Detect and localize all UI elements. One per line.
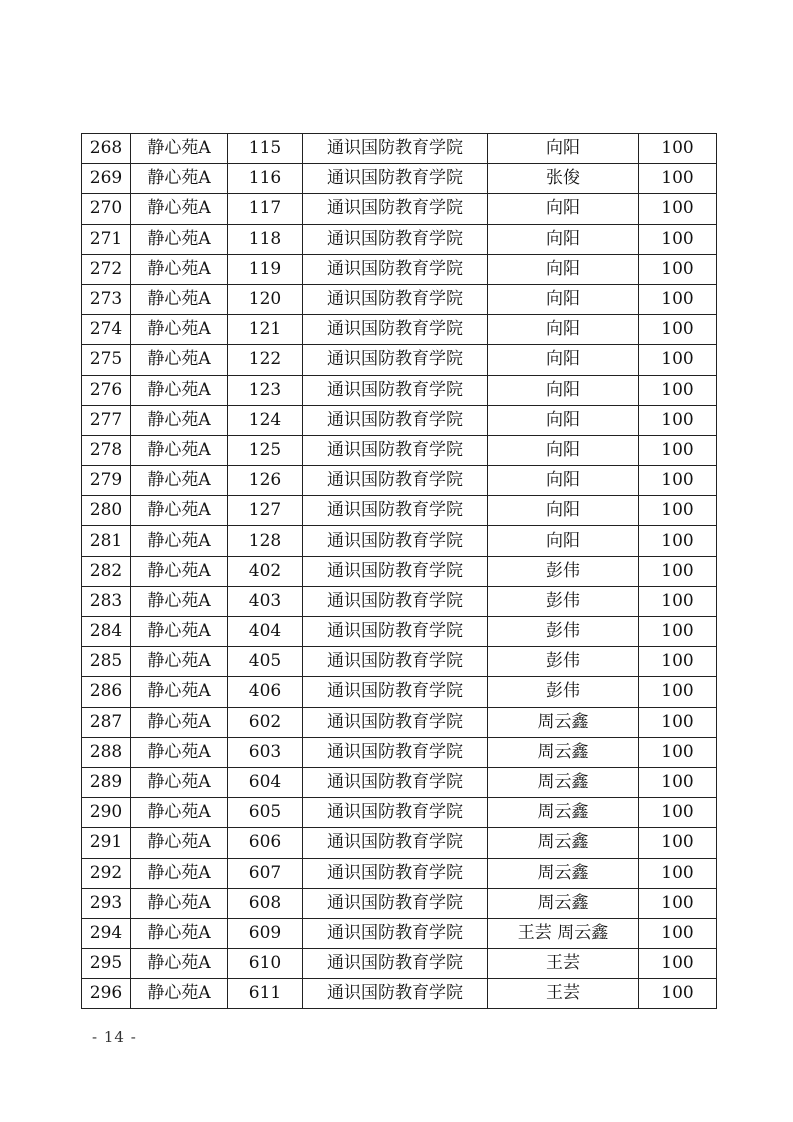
building-cell: 静心苑A xyxy=(131,496,228,526)
room-cell: 121 xyxy=(228,315,303,345)
person-cell: 向阳 xyxy=(488,134,639,164)
table-row xyxy=(82,858,717,888)
building-cell: 静心苑A xyxy=(131,405,228,435)
table-row xyxy=(82,466,717,496)
room-cell: 120 xyxy=(228,284,303,314)
building-cell: 静心苑A xyxy=(131,375,228,405)
table-row xyxy=(82,435,717,465)
score-cell: 100 xyxy=(639,647,717,677)
table-row xyxy=(82,586,717,616)
room-cell: 124 xyxy=(228,405,303,435)
person-cell: 周云鑫 xyxy=(488,888,639,918)
person-cell: 周云鑫 xyxy=(488,707,639,737)
row-index-cell: 287 xyxy=(82,707,131,737)
person-cell: 向阳 xyxy=(488,466,639,496)
row-index-cell: 268 xyxy=(82,134,131,164)
score-cell: 100 xyxy=(639,134,717,164)
room-cell: 128 xyxy=(228,526,303,556)
room-cell: 611 xyxy=(228,979,303,1009)
score-cell: 100 xyxy=(639,949,717,979)
row-index-cell: 289 xyxy=(82,767,131,797)
row-index-cell: 270 xyxy=(82,194,131,224)
table-row xyxy=(82,315,717,345)
row-index-cell: 288 xyxy=(82,737,131,767)
building-cell: 静心苑A xyxy=(131,466,228,496)
person-cell: 彭伟 xyxy=(488,617,639,647)
room-cell: 125 xyxy=(228,435,303,465)
room-cell: 607 xyxy=(228,858,303,888)
person-cell: 周云鑫 xyxy=(488,767,639,797)
building-cell: 静心苑A xyxy=(131,134,228,164)
score-cell: 100 xyxy=(639,918,717,948)
person-cell: 向阳 xyxy=(488,254,639,284)
person-cell: 周云鑫 xyxy=(488,737,639,767)
row-index-cell: 286 xyxy=(82,677,131,707)
row-index-cell: 285 xyxy=(82,647,131,677)
score-cell: 100 xyxy=(639,224,717,254)
department-cell: 通识国防教育学院 xyxy=(303,224,488,254)
department-cell: 通识国防教育学院 xyxy=(303,496,488,526)
table-row xyxy=(82,345,717,375)
table-row xyxy=(82,767,717,797)
score-cell: 100 xyxy=(639,767,717,797)
building-cell: 静心苑A xyxy=(131,586,228,616)
building-cell: 静心苑A xyxy=(131,767,228,797)
row-index-cell: 281 xyxy=(82,526,131,556)
building-cell: 静心苑A xyxy=(131,194,228,224)
score-cell: 100 xyxy=(639,345,717,375)
score-cell: 100 xyxy=(639,254,717,284)
score-cell: 100 xyxy=(639,707,717,737)
department-cell: 通识国防教育学院 xyxy=(303,284,488,314)
building-cell: 静心苑A xyxy=(131,315,228,345)
row-index-cell: 276 xyxy=(82,375,131,405)
building-cell: 静心苑A xyxy=(131,345,228,375)
score-cell: 100 xyxy=(639,526,717,556)
department-cell: 通识国防教育学院 xyxy=(303,798,488,828)
person-cell: 向阳 xyxy=(488,405,639,435)
row-index-cell: 275 xyxy=(82,345,131,375)
building-cell: 静心苑A xyxy=(131,254,228,284)
department-cell: 通识国防教育学院 xyxy=(303,586,488,616)
department-cell: 通识国防教育学院 xyxy=(303,466,488,496)
score-cell: 100 xyxy=(639,284,717,314)
table-row xyxy=(82,526,717,556)
table-row xyxy=(82,556,717,586)
table-row xyxy=(82,949,717,979)
person-cell: 向阳 xyxy=(488,315,639,345)
table-row xyxy=(82,194,717,224)
table-row xyxy=(82,737,717,767)
row-index-cell: 290 xyxy=(82,798,131,828)
person-cell: 向阳 xyxy=(488,375,639,405)
dormitory-score-table xyxy=(81,133,717,1009)
department-cell: 通识国防教育学院 xyxy=(303,315,488,345)
person-cell: 向阳 xyxy=(488,526,639,556)
person-cell: 周云鑫 xyxy=(488,828,639,858)
department-cell: 通识国防教育学院 xyxy=(303,526,488,556)
score-cell: 100 xyxy=(639,798,717,828)
department-cell: 通识国防教育学院 xyxy=(303,737,488,767)
department-cell: 通识国防教育学院 xyxy=(303,435,488,465)
room-cell: 402 xyxy=(228,556,303,586)
room-cell: 115 xyxy=(228,134,303,164)
building-cell: 静心苑A xyxy=(131,828,228,858)
room-cell: 406 xyxy=(228,677,303,707)
room-cell: 605 xyxy=(228,798,303,828)
building-cell: 静心苑A xyxy=(131,647,228,677)
row-index-cell: 291 xyxy=(82,828,131,858)
building-cell: 静心苑A xyxy=(131,888,228,918)
table-row xyxy=(82,647,717,677)
room-cell: 119 xyxy=(228,254,303,284)
row-index-cell: 280 xyxy=(82,496,131,526)
room-cell: 603 xyxy=(228,737,303,767)
room-cell: 606 xyxy=(228,828,303,858)
room-cell: 116 xyxy=(228,164,303,194)
person-cell: 彭伟 xyxy=(488,586,639,616)
building-cell: 静心苑A xyxy=(131,918,228,948)
person-cell: 向阳 xyxy=(488,194,639,224)
room-cell: 405 xyxy=(228,647,303,677)
row-index-cell: 271 xyxy=(82,224,131,254)
room-cell: 117 xyxy=(228,194,303,224)
department-cell: 通识国防教育学院 xyxy=(303,254,488,284)
row-index-cell: 269 xyxy=(82,164,131,194)
department-cell: 通识国防教育学院 xyxy=(303,617,488,647)
score-cell: 100 xyxy=(639,164,717,194)
row-index-cell: 292 xyxy=(82,858,131,888)
table-row xyxy=(82,134,717,164)
room-cell: 403 xyxy=(228,586,303,616)
row-index-cell: 295 xyxy=(82,949,131,979)
department-cell: 通识国防教育学院 xyxy=(303,345,488,375)
room-cell: 404 xyxy=(228,617,303,647)
room-cell: 126 xyxy=(228,466,303,496)
row-index-cell: 273 xyxy=(82,284,131,314)
person-cell: 向阳 xyxy=(488,496,639,526)
table-row xyxy=(82,405,717,435)
score-cell: 100 xyxy=(639,828,717,858)
row-index-cell: 294 xyxy=(82,918,131,948)
person-cell: 周云鑫 xyxy=(488,858,639,888)
building-cell: 静心苑A xyxy=(131,707,228,737)
department-cell: 通识国防教育学院 xyxy=(303,949,488,979)
row-index-cell: 296 xyxy=(82,979,131,1009)
department-cell: 通识国防教育学院 xyxy=(303,707,488,737)
table-row xyxy=(82,888,717,918)
score-cell: 100 xyxy=(639,677,717,707)
table-row xyxy=(82,979,717,1009)
room-cell: 609 xyxy=(228,918,303,948)
score-cell: 100 xyxy=(639,496,717,526)
department-cell: 通识国防教育学院 xyxy=(303,405,488,435)
building-cell: 静心苑A xyxy=(131,435,228,465)
room-cell: 602 xyxy=(228,707,303,737)
department-cell: 通识国防教育学院 xyxy=(303,918,488,948)
table-row xyxy=(82,284,717,314)
department-cell: 通识国防教育学院 xyxy=(303,375,488,405)
score-cell: 100 xyxy=(639,888,717,918)
person-cell: 向阳 xyxy=(488,284,639,314)
score-cell: 100 xyxy=(639,315,717,345)
department-cell: 通识国防教育学院 xyxy=(303,194,488,224)
department-cell: 通识国防教育学院 xyxy=(303,858,488,888)
table-row xyxy=(82,164,717,194)
table-row xyxy=(82,496,717,526)
person-cell: 王芸 周云鑫 xyxy=(488,918,639,948)
department-cell: 通识国防教育学院 xyxy=(303,134,488,164)
row-index-cell: 293 xyxy=(82,888,131,918)
row-index-cell: 272 xyxy=(82,254,131,284)
building-cell: 静心苑A xyxy=(131,224,228,254)
room-cell: 118 xyxy=(228,224,303,254)
table-row xyxy=(82,677,717,707)
person-cell: 彭伟 xyxy=(488,556,639,586)
score-cell: 100 xyxy=(639,194,717,224)
person-cell: 彭伟 xyxy=(488,677,639,707)
row-index-cell: 274 xyxy=(82,315,131,345)
building-cell: 静心苑A xyxy=(131,737,228,767)
person-cell: 向阳 xyxy=(488,345,639,375)
building-cell: 静心苑A xyxy=(131,677,228,707)
room-cell: 608 xyxy=(228,888,303,918)
score-cell: 100 xyxy=(639,617,717,647)
department-cell: 通识国防教育学院 xyxy=(303,767,488,797)
department-cell: 通识国防教育学院 xyxy=(303,828,488,858)
department-cell: 通识国防教育学院 xyxy=(303,677,488,707)
table-row xyxy=(82,828,717,858)
score-cell: 100 xyxy=(639,586,717,616)
row-index-cell: 284 xyxy=(82,617,131,647)
department-cell: 通识国防教育学院 xyxy=(303,556,488,586)
table-row xyxy=(82,254,717,284)
department-cell: 通识国防教育学院 xyxy=(303,647,488,677)
table-row xyxy=(82,707,717,737)
department-cell: 通识国防教育学院 xyxy=(303,979,488,1009)
building-cell: 静心苑A xyxy=(131,284,228,314)
table-row xyxy=(82,375,717,405)
building-cell: 静心苑A xyxy=(131,526,228,556)
table-row xyxy=(82,617,717,647)
room-cell: 123 xyxy=(228,375,303,405)
score-cell: 100 xyxy=(639,375,717,405)
building-cell: 静心苑A xyxy=(131,949,228,979)
person-cell: 彭伟 xyxy=(488,647,639,677)
score-cell: 100 xyxy=(639,466,717,496)
building-cell: 静心苑A xyxy=(131,979,228,1009)
room-cell: 610 xyxy=(228,949,303,979)
table-body xyxy=(82,134,717,1009)
score-cell: 100 xyxy=(639,556,717,586)
room-cell: 122 xyxy=(228,345,303,375)
table-row xyxy=(82,918,717,948)
row-index-cell: 283 xyxy=(82,586,131,616)
person-cell: 张俊 xyxy=(488,164,639,194)
score-cell: 100 xyxy=(639,405,717,435)
building-cell: 静心苑A xyxy=(131,858,228,888)
department-cell: 通识国防教育学院 xyxy=(303,888,488,918)
score-cell: 100 xyxy=(639,858,717,888)
person-cell: 向阳 xyxy=(488,224,639,254)
score-cell: 100 xyxy=(639,435,717,465)
person-cell: 周云鑫 xyxy=(488,798,639,828)
table-row xyxy=(82,798,717,828)
row-index-cell: 277 xyxy=(82,405,131,435)
room-cell: 604 xyxy=(228,767,303,797)
row-index-cell: 279 xyxy=(82,466,131,496)
department-cell: 通识国防教育学院 xyxy=(303,164,488,194)
row-index-cell: 282 xyxy=(82,556,131,586)
building-cell: 静心苑A xyxy=(131,164,228,194)
room-cell: 127 xyxy=(228,496,303,526)
score-cell: 100 xyxy=(639,979,717,1009)
person-cell: 王芸 xyxy=(488,979,639,1009)
row-index-cell: 278 xyxy=(82,435,131,465)
score-cell: 100 xyxy=(639,737,717,767)
person-cell: 向阳 xyxy=(488,435,639,465)
building-cell: 静心苑A xyxy=(131,798,228,828)
building-cell: 静心苑A xyxy=(131,556,228,586)
building-cell: 静心苑A xyxy=(131,617,228,647)
page-number: - 14 - xyxy=(92,1028,137,1046)
person-cell: 王芸 xyxy=(488,949,639,979)
table-row xyxy=(82,224,717,254)
